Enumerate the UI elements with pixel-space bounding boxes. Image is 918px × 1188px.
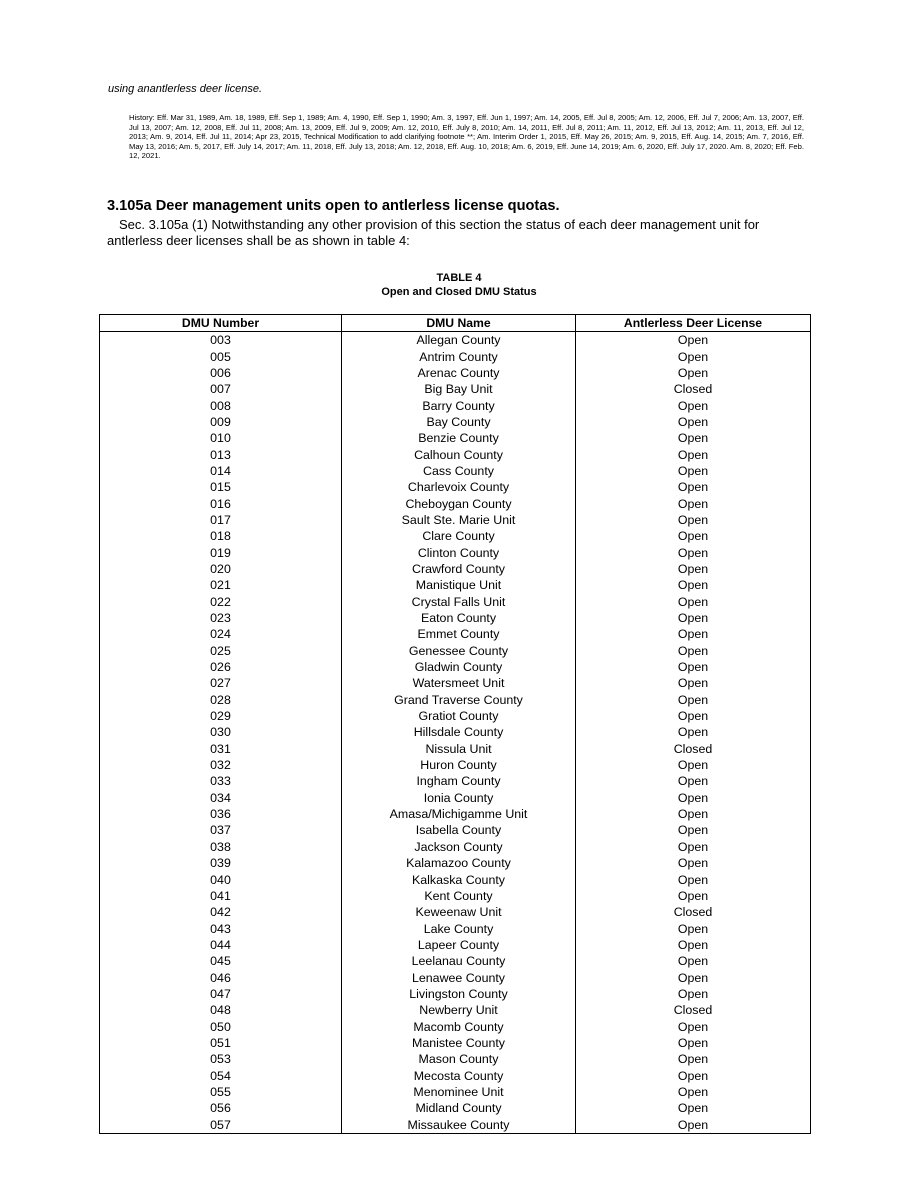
dmu-status-table: [99, 314, 811, 1134]
table-row: [100, 397, 811, 413]
table-row: [100, 708, 811, 724]
table-row: [100, 822, 811, 838]
table-row: [100, 610, 811, 626]
dmu-number-cell: 040: [100, 871, 342, 887]
license-status-cell: Open: [576, 757, 811, 773]
dmu-name-cell: Grand Traverse County: [342, 692, 576, 708]
table-row: [100, 561, 811, 577]
license-status-cell: Open: [576, 610, 811, 626]
dmu-name-cell: Manistique Unit: [342, 577, 576, 593]
dmu-name-cell: Charlevoix County: [342, 479, 576, 495]
table-row: [100, 675, 811, 691]
dmu-number-cell: 056: [100, 1100, 342, 1116]
dmu-number-cell: 021: [100, 577, 342, 593]
license-status-cell: Open: [576, 1035, 811, 1051]
license-status-cell: Open: [576, 512, 811, 528]
dmu-name-cell: Gladwin County: [342, 659, 576, 675]
license-status-cell: Open: [576, 348, 811, 364]
license-status-cell: Closed: [576, 1002, 811, 1018]
dmu-name-cell: Emmet County: [342, 626, 576, 642]
dmu-number-cell: 047: [100, 986, 342, 1002]
dmu-name-cell: Newberry Unit: [342, 1002, 576, 1018]
dmu-number-cell: 051: [100, 1035, 342, 1051]
table-row: [100, 332, 811, 349]
dmu-number-cell: 014: [100, 463, 342, 479]
dmu-name-cell: Ionia County: [342, 790, 576, 806]
dmu-name-cell: Lenawee County: [342, 969, 576, 985]
table-row: [100, 479, 811, 495]
dmu-number-cell: 016: [100, 495, 342, 511]
license-status-cell: Closed: [576, 904, 811, 920]
table-row: [100, 626, 811, 642]
dmu-number-cell: 037: [100, 822, 342, 838]
license-status-cell: Open: [576, 1117, 811, 1134]
license-status-cell: Closed: [576, 381, 811, 397]
dmu-name-cell: Leelanau County: [342, 953, 576, 969]
license-status-cell: Open: [576, 822, 811, 838]
dmu-name-cell: Crystal Falls Unit: [342, 594, 576, 610]
dmu-name-cell: Missaukee County: [342, 1117, 576, 1134]
license-status-cell: Open: [576, 479, 811, 495]
table-caption: TABLE 4: [436, 272, 482, 284]
section-paragraph: [107, 217, 812, 249]
dmu-name-cell: Ingham County: [342, 773, 576, 789]
dmu-name-cell: Sault Ste. Marie Unit: [342, 512, 576, 528]
license-status-cell: Open: [576, 365, 811, 381]
table-row: [100, 365, 811, 381]
table-row: [100, 937, 811, 953]
table-subtitle: Open and Closed DMU Status: [381, 286, 537, 298]
license-status-cell: Open: [576, 1067, 811, 1083]
license-status-cell: Open: [576, 659, 811, 675]
dmu-name-cell: Isabella County: [342, 822, 576, 838]
dmu-name-cell: Watersmeet Unit: [342, 675, 576, 691]
dmu-name-cell: Antrim County: [342, 348, 576, 364]
dmu-number-cell: 054: [100, 1067, 342, 1083]
license-status-cell: Open: [576, 463, 811, 479]
dmu-number-cell: 041: [100, 888, 342, 904]
table-row: [100, 969, 811, 985]
dmu-number-cell: 024: [100, 626, 342, 642]
dmu-number-cell: 023: [100, 610, 342, 626]
table-row: [100, 692, 811, 708]
dmu-number-cell: 028: [100, 692, 342, 708]
table-row: [100, 528, 811, 544]
history-note: History: Eff. Mar 31, 1989, Am. 18, 1989, Eff. Sep 1, 1989; Am. 4, 1990, Eff. Sep 1, 1990; Am. 3, 1997, Eff. Jun 1, 1997; Am. 14, 2005, Eff. Jul 8, 2005; Am. 12, 2006, Eff. Jul 7, 2006; Am. 13, 2007, Eff. Jul 13, 2007; Am. 12, 2008, Eff. Jul 11, 2008; Am. 13, 2009, Eff. Jul 9, 2009; Am. 12, 2010, Eff. July 8, 2010; Am. 14, 2011, Eff. Jul 8, 2011; Am. 11, 2012, Eff. Jul 13, 2012; Am. 11, 2013, Eff. Jul 12, 2013; Am. 9, 2014, Eff. Jul 11, 2014; Apr 23, 2015, Technical Modification to add clarifying footnote **; Am. Interim Order 1, 2015, Eff. May 26, 2015; Am. 9, 2015, Eff. Aug. 14, 2015; Am. 7, 2016, Eff. May 13, 2016; Am. 5, 2017, Eff. July 14, 2017; Am. 11, 2018, Eff. July 13, 2018; Am. 12, 2018, Eff. Aug. 10, 2018; Am. 6, 2019, Eff. June 14, 2019; Am. 6, 2020, Eff. July 17, 2020. Am. 8, 2020; Eff. Feb. 12, 2021.: [129, 113, 804, 160]
license-status-cell: Open: [576, 675, 811, 691]
license-status-cell: Open: [576, 1100, 811, 1116]
dmu-number-cell: 006: [100, 365, 342, 381]
dmu-number-cell: 020: [100, 561, 342, 577]
dmu-number-cell: 050: [100, 1018, 342, 1034]
header-dmu-name: DMU Name: [342, 315, 576, 332]
license-status-cell: Open: [576, 430, 811, 446]
dmu-name-cell: Cass County: [342, 463, 576, 479]
dmu-name-cell: Big Bay Unit: [342, 381, 576, 397]
table-row: [100, 790, 811, 806]
table-row: [100, 888, 811, 904]
dmu-number-cell: 025: [100, 643, 342, 659]
dmu-number-cell: 017: [100, 512, 342, 528]
dmu-number-cell: 013: [100, 446, 342, 462]
license-status-cell: Open: [576, 806, 811, 822]
dmu-name-cell: Midland County: [342, 1100, 576, 1116]
license-status-cell: Open: [576, 937, 811, 953]
table-row: [100, 1084, 811, 1100]
dmu-name-cell: Barry County: [342, 397, 576, 413]
license-status-cell: Open: [576, 528, 811, 544]
table-row: [100, 1100, 811, 1116]
table-body: [100, 332, 811, 1134]
table-row: [100, 1051, 811, 1067]
table-row: [100, 855, 811, 871]
table-row: [100, 1018, 811, 1034]
license-status-cell: Open: [576, 790, 811, 806]
dmu-name-cell: Lake County: [342, 920, 576, 936]
dmu-name-cell: Amasa/Michigamme Unit: [342, 806, 576, 822]
dmu-number-cell: 008: [100, 397, 342, 413]
license-status-cell: Open: [576, 920, 811, 936]
table-row: [100, 871, 811, 887]
dmu-name-cell: Allegan County: [342, 332, 576, 349]
license-status-cell: Open: [576, 986, 811, 1002]
dmu-name-cell: Manistee County: [342, 1035, 576, 1051]
dmu-number-cell: 019: [100, 544, 342, 560]
table-row: [100, 577, 811, 593]
license-status-cell: Open: [576, 1051, 811, 1067]
dmu-name-cell: Kalamazoo County: [342, 855, 576, 871]
dmu-name-cell: Keweenaw Unit: [342, 904, 576, 920]
license-status-cell: Open: [576, 724, 811, 740]
header-dmu-number: DMU Number: [100, 315, 342, 332]
dmu-number-cell: 007: [100, 381, 342, 397]
section-heading: 3.105a Deer management units open to antlerless license quotas.: [107, 198, 560, 214]
dmu-number-cell: 046: [100, 969, 342, 985]
dmu-name-cell: Benzie County: [342, 430, 576, 446]
table-row: [100, 643, 811, 659]
intro-text: using anantlerless deer license.: [108, 83, 263, 95]
dmu-name-cell: Kalkaska County: [342, 871, 576, 887]
table-row: [100, 920, 811, 936]
license-status-cell: Open: [576, 871, 811, 887]
dmu-name-cell: Macomb County: [342, 1018, 576, 1034]
license-status-cell: Open: [576, 397, 811, 413]
dmu-number-cell: 027: [100, 675, 342, 691]
table-row: [100, 1035, 811, 1051]
table-row: [100, 806, 811, 822]
section-paragraph-text: Sec. 3.105a (1) Notwithstanding any other provision of this section the status of each deer management unit for antlerless deer licenses shall be as shown in table 4:: [107, 217, 760, 248]
dmu-number-cell: 044: [100, 937, 342, 953]
dmu-name-cell: Arenac County: [342, 365, 576, 381]
dmu-name-cell: Crawford County: [342, 561, 576, 577]
license-status-cell: Open: [576, 855, 811, 871]
table-row: [100, 1067, 811, 1083]
dmu-name-cell: Clare County: [342, 528, 576, 544]
dmu-number-cell: 042: [100, 904, 342, 920]
table-row: [100, 724, 811, 740]
license-status-cell: Open: [576, 888, 811, 904]
dmu-number-cell: 010: [100, 430, 342, 446]
dmu-name-cell: Huron County: [342, 757, 576, 773]
dmu-number-cell: 018: [100, 528, 342, 544]
dmu-name-cell: Nissula Unit: [342, 741, 576, 757]
license-status-cell: Open: [576, 332, 811, 349]
license-status-cell: Open: [576, 1084, 811, 1100]
dmu-name-cell: Mecosta County: [342, 1067, 576, 1083]
table-row: [100, 757, 811, 773]
dmu-number-cell: 048: [100, 1002, 342, 1018]
license-status-cell: Open: [576, 643, 811, 659]
dmu-number-cell: 031: [100, 741, 342, 757]
dmu-number-cell: 005: [100, 348, 342, 364]
license-status-cell: Open: [576, 969, 811, 985]
dmu-name-cell: Mason County: [342, 1051, 576, 1067]
table-row: [100, 659, 811, 675]
dmu-number-cell: 026: [100, 659, 342, 675]
dmu-number-cell: 038: [100, 839, 342, 855]
dmu-number-cell: 045: [100, 953, 342, 969]
dmu-number-cell: 053: [100, 1051, 342, 1067]
table-row: [100, 430, 811, 446]
license-status-cell: Open: [576, 839, 811, 855]
dmu-name-cell: Eaton County: [342, 610, 576, 626]
table-row: [100, 1117, 811, 1134]
dmu-number-cell: 022: [100, 594, 342, 610]
dmu-name-cell: Hillsdale County: [342, 724, 576, 740]
dmu-number-cell: 009: [100, 414, 342, 430]
dmu-name-cell: Genessee County: [342, 643, 576, 659]
dmu-number-cell: 055: [100, 1084, 342, 1100]
table-header-row: [100, 315, 811, 332]
license-status-cell: Open: [576, 708, 811, 724]
dmu-number-cell: 036: [100, 806, 342, 822]
dmu-name-cell: Jackson County: [342, 839, 576, 855]
license-status-cell: Open: [576, 953, 811, 969]
license-status-cell: Open: [576, 1018, 811, 1034]
table-row: [100, 953, 811, 969]
dmu-name-cell: Kent County: [342, 888, 576, 904]
license-status-cell: Open: [576, 626, 811, 642]
dmu-number-cell: 034: [100, 790, 342, 806]
table-row: [100, 381, 811, 397]
table-row: [100, 446, 811, 462]
license-status-cell: Open: [576, 577, 811, 593]
dmu-name-cell: Clinton County: [342, 544, 576, 560]
dmu-name-cell: Gratiot County: [342, 708, 576, 724]
table-row: [100, 495, 811, 511]
dmu-number-cell: 043: [100, 920, 342, 936]
dmu-name-cell: Bay County: [342, 414, 576, 430]
table-row: [100, 544, 811, 560]
table-row: [100, 463, 811, 479]
table-row: [100, 741, 811, 757]
table-row: [100, 986, 811, 1002]
dmu-number-cell: 015: [100, 479, 342, 495]
dmu-number-cell: 033: [100, 773, 342, 789]
table-row: [100, 594, 811, 610]
dmu-number-cell: 032: [100, 757, 342, 773]
dmu-number-cell: 057: [100, 1117, 342, 1134]
dmu-number-cell: 039: [100, 855, 342, 871]
table-row: [100, 839, 811, 855]
dmu-name-cell: Menominee Unit: [342, 1084, 576, 1100]
table-row: [100, 904, 811, 920]
license-status-cell: Open: [576, 446, 811, 462]
license-status-cell: Open: [576, 692, 811, 708]
license-status-cell: Open: [576, 544, 811, 560]
table-row: [100, 348, 811, 364]
license-status-cell: Open: [576, 594, 811, 610]
table-row: [100, 773, 811, 789]
license-status-cell: Open: [576, 495, 811, 511]
header-antlerless-license: Antlerless Deer License: [576, 315, 811, 332]
dmu-name-cell: Cheboygan County: [342, 495, 576, 511]
dmu-name-cell: Lapeer County: [342, 937, 576, 953]
dmu-number-cell: 003: [100, 332, 342, 349]
license-status-cell: Open: [576, 561, 811, 577]
license-status-cell: Closed: [576, 741, 811, 757]
table-row: [100, 512, 811, 528]
dmu-name-cell: Livingston County: [342, 986, 576, 1002]
license-status-cell: Open: [576, 414, 811, 430]
table-row: [100, 1002, 811, 1018]
license-status-cell: Open: [576, 773, 811, 789]
table-row: [100, 414, 811, 430]
dmu-name-cell: Calhoun County: [342, 446, 576, 462]
dmu-number-cell: 029: [100, 708, 342, 724]
dmu-number-cell: 030: [100, 724, 342, 740]
